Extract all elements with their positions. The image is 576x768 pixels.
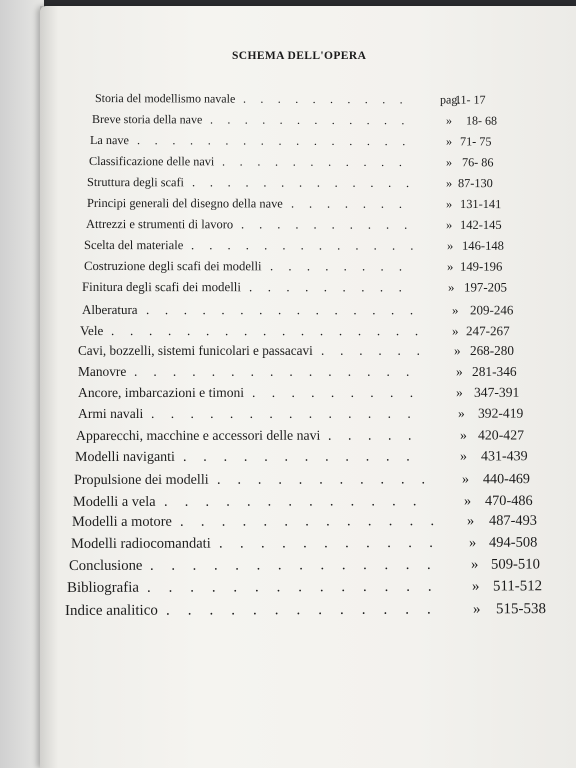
toc-entry [67, 578, 563, 598]
toc-page-range: 494-508 [488, 535, 538, 552]
dot-leader: ............. [190, 238, 429, 253]
dot-leader: .......... [242, 92, 418, 107]
toc-page-prefix: » [451, 322, 459, 338]
toc-entry [90, 133, 530, 153]
toc-page-range: 11- 17 [454, 92, 486, 108]
dot-leader: ........... [216, 471, 442, 488]
dot-leader: ......... [248, 279, 418, 295]
toc-page-range: 511-512 [492, 578, 543, 595]
dot-leader: ............. [165, 601, 449, 619]
toc-entry [95, 91, 525, 111]
toc-page-prefix: » [455, 384, 463, 400]
toc-entry-title: Manovre [77, 364, 127, 380]
toc-page-prefix: » [455, 364, 463, 380]
toc-page-range: 509-510 [490, 556, 540, 573]
toc-page-range: 142-145 [459, 217, 502, 232]
dot-leader: ................ [136, 133, 421, 149]
toc-entry-title: Classificazione delle navi [88, 154, 215, 169]
dot-leader: ............. [191, 175, 424, 191]
toc-entry-title: Attrezzi e strumenti di lavoro [85, 217, 234, 232]
toc-entry-title: Modelli radiocomandati [70, 535, 211, 553]
toc-page-prefix: » [471, 578, 480, 595]
toc-page-prefix: » [470, 556, 479, 573]
toc-entry [74, 471, 553, 490]
toc-entry-title: Conclusione [68, 557, 143, 575]
toc-page-prefix: » [453, 343, 461, 359]
dot-leader: .............. [146, 578, 450, 596]
toc-page-range: 76- 86 [461, 155, 494, 170]
toc-entry-title: Cavi, bozzelli, sistemi funicolari e passacavi [77, 343, 313, 359]
toc-entry-title: La nave [89, 133, 129, 148]
toc-page-prefix: » [466, 513, 475, 530]
dot-leader: ............... [145, 301, 429, 317]
toc-entry [86, 217, 530, 236]
toc-page-prefix: » [445, 197, 453, 212]
toc-entry-title: Alberatura [81, 301, 138, 317]
toc-page-range: 268-280 [469, 343, 514, 359]
toc-page-range: 197-205 [463, 280, 507, 295]
toc-entry-title: Breve storia della nave [91, 112, 203, 127]
dot-leader: ......... [251, 384, 430, 401]
toc-page-range: 87-130 [457, 176, 493, 191]
toc-page-prefix: » [446, 238, 454, 253]
toc-entry-title: Modelli a vela [72, 493, 156, 510]
toc-entry-title: Modelli a motore [71, 514, 172, 531]
dot-leader: ....... [290, 196, 417, 211]
toc-page-prefix: » [459, 449, 468, 465]
toc-entry-title: Finitura degli scafi dei modelli [81, 279, 241, 294]
toc-entry-title: Storia del modellismo navale [94, 91, 236, 107]
toc-entry-title: Bibliografia [66, 579, 139, 597]
dot-leader: ........... [218, 535, 451, 552]
toc-entry-title: Propulsione dei modelli [73, 471, 209, 488]
dot-leader: .............. [149, 556, 449, 574]
toc-entry-title: Struttura degli scafi [86, 175, 185, 190]
toc-entry [73, 492, 555, 511]
toc-page-prefix: » [445, 113, 453, 128]
toc-page-prefix: » [461, 470, 470, 487]
toc-page-prefix: » [459, 427, 467, 443]
toc-entry [78, 364, 542, 382]
toc-page-range: 347-391 [473, 384, 520, 400]
toc-entry [84, 259, 530, 278]
toc-entry [72, 513, 559, 532]
toc-entry-title: Modelli naviganti [74, 449, 175, 465]
toc-page-prefix: pag. [439, 92, 461, 107]
toc-page-prefix: » [445, 217, 453, 232]
toc-page-range: 281-346 [471, 364, 517, 380]
dot-leader: ..... [327, 427, 429, 443]
toc-entry [78, 343, 540, 361]
toc-page-prefix: » [445, 176, 453, 191]
toc-page-range: 487-493 [488, 513, 537, 530]
toc-entry [87, 175, 528, 194]
dot-leader: ............. [163, 492, 434, 510]
toc-entry [78, 385, 544, 403]
toc-page-range: 392-419 [477, 405, 524, 421]
toc-entry [75, 449, 551, 468]
toc-entry [69, 557, 561, 577]
toc-entry [89, 154, 532, 173]
toc-page-range: 131-141 [459, 197, 502, 212]
toc-entry [71, 535, 559, 554]
dot-leader: ........ [269, 259, 418, 274]
dot-leader: ............. [179, 513, 452, 531]
toc-page-range: 440-469 [482, 470, 530, 487]
toc-entry-title: Ancore, imbarcazioni e timoni [77, 385, 245, 401]
toc-entry-title: Indice analitico [64, 602, 158, 619]
toc-entry [82, 302, 540, 320]
toc-page-prefix: » [468, 535, 477, 552]
toc-page-prefix: » [445, 134, 453, 149]
toc-entry [82, 280, 534, 299]
toc-page-range: 146-148 [461, 238, 505, 253]
toc-entry-title: Scelta del materiale [83, 237, 184, 253]
toc-page-prefix: » [446, 259, 454, 274]
dot-leader: .......... [240, 217, 423, 232]
toc-page-range: 71- 75 [459, 134, 492, 149]
toc-page-prefix: » [451, 301, 459, 317]
toc-page-range: 18- 68 [465, 113, 498, 129]
toc-page-prefix: » [457, 405, 465, 421]
dot-leader: ............... [133, 364, 426, 380]
toc-page-prefix: » [445, 155, 453, 170]
toc-entry [84, 238, 532, 257]
toc-entry [92, 112, 536, 132]
toc-entry-title: Principi generali del disegno della nave [86, 196, 283, 211]
dot-leader: .............. [150, 405, 428, 422]
toc-entry [87, 196, 530, 215]
page-title: SCHEMA DELL'OPERA [232, 50, 367, 62]
dot-leader: ............ [209, 112, 419, 128]
toc-entry [78, 406, 548, 424]
toc-page-range: 247-267 [465, 322, 510, 338]
dot-leader: ........... [221, 154, 417, 170]
toc-page-range: 209-246 [469, 301, 514, 317]
toc-entry [65, 601, 566, 621]
toc-page-prefix: » [447, 280, 455, 295]
toc-page-range: 470-486 [484, 492, 533, 509]
dot-leader: ...... [320, 343, 436, 359]
toc-entry [80, 323, 536, 341]
toc-entry-title: Armi navali [77, 406, 144, 422]
toc-entry-title: Apparecchi, macchine e accessori delle navi [75, 427, 321, 443]
dot-leader: ................. [110, 322, 434, 338]
toc-page-range: 515-538 [495, 601, 547, 618]
toc-page-range: 431-439 [480, 449, 528, 465]
toc-page-prefix: » [463, 492, 472, 509]
toc-page-range: 420-427 [477, 427, 525, 443]
toc-entry-title: Vele [79, 322, 104, 338]
toc-entry [76, 427, 548, 446]
toc-page-prefix: » [472, 601, 481, 618]
dot-leader: ............ [182, 449, 427, 465]
toc-entry-title: Costruzione degli scafi dei modelli [83, 258, 262, 274]
toc-page-range: 149-196 [459, 259, 503, 274]
